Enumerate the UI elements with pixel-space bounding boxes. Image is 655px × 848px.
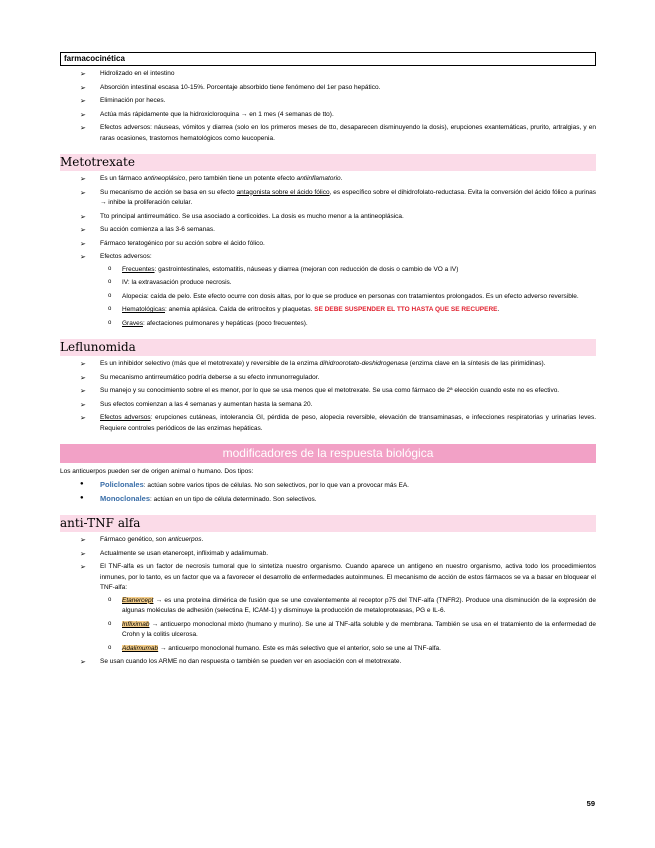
sublist-item: o Hematológicas: anemia aplásica. Caída de eritrocitos y plaquetas. SE DEBE SUSPENDER EL TTO HASTA QUE SE RECUPERE. xyxy=(100,305,596,316)
section-heading-anti-tnf: anti-TNF alfa xyxy=(60,515,596,532)
drugs-sublist xyxy=(100,596,596,655)
leflunomida-list xyxy=(60,359,596,434)
section-heading-leflunomida: Leflunomida xyxy=(60,339,596,356)
anti-tnf-list xyxy=(60,535,596,668)
list-item: ➢ Sus efectos comienzan a las 4 semanas y aumentan hasta la semana 20. xyxy=(60,400,596,411)
antibody-types-list xyxy=(60,479,596,505)
intro-text: Los anticuerpos pueden ser de origen animal o humano. Dos tipos: xyxy=(60,468,254,475)
list-item: ➢ Su acción comienza a las 3-6 semanas. xyxy=(60,225,596,236)
list-item: ➢ Es un inhibidor selectivo (más que el metotrexate) y reversible de la enzima dihidroorotato-deshidrogenasa (enzima clave en la síntesis de las pirimidinas). xyxy=(60,359,596,370)
section-heading-metotrexate: Metotrexate xyxy=(60,154,596,171)
list-item: ➢ Fármaco genético, son anticuerpos. xyxy=(60,535,596,546)
sublist-item: o IV: la extravasación produce necrosis. xyxy=(100,278,596,289)
sublist-item: o Graves: afectaciones pulmonares y hepáticas (poco frecuentes). xyxy=(100,319,596,330)
sublist-item: o Infliximab → anticuerpo monoclonal mixto (humano y murino). Se une al TNF-alfa soluble y de membrana. También se usa en el tratamiento de la enfermedad de Crohn y la colitis ulcerosa. xyxy=(100,620,596,641)
list-item: ➢ El TNF-alfa es un factor de necrosis tumoral que lo sintetiza nuestro organismo. Cuando aparece un antígeno en nuestro organismo, activa todo los procedimientos inmunes, por lo tanto, es un factor que va a favorecer el desarrollo de enfermedades autoinmunes. El mecanismo de acción de estos fármacos se va a basar en bloquear el TNF-alfa: o Etanercept → es una proteína dimérica de fusión que se une covalentemente al receptor p75 del TNF-alfa (TNFR2). Produce una disminución de la expresión de algunas moléculas de adhesión (selectina E, ICAM-1) y disminuye la producción de metaloproteasas, PG e IL-6. o Infliximab → anticuerpo monoclonal mixto (humano y murino). Se une al TNF-alfa soluble y de membrana. También se usa en el tratamiento de la enfermedad de Crohn y la colitis ulcerosa. o Adalimumab → anticuerpo monoclonal humano. Este es más selectivo que el anterior, solo se une al TNF-alfa. xyxy=(60,562,596,654)
list-item: ➢ Absorción intestinal escasa 10-15%. Porcentaje absorbido tiene fenómeno del 1er paso hepático. xyxy=(60,83,596,94)
list-item: ➢ Tto principal antirreumático. Se usa asociado a corticoides. La dosis es mucho menor a la antineoplásica. xyxy=(60,212,596,223)
list-item: ➢ Eliminación por heces. xyxy=(60,96,596,107)
list-item: ➢ Actúa más rápidamente que la hidroxicloroquina → en 1 mes (4 semanas de tto). xyxy=(60,110,596,121)
sublist-item: o Adalimumab → anticuerpo monoclonal humano. Este es más selectivo que el anterior, solo se une al TNF-alfa. xyxy=(100,644,596,655)
page-number: 59 xyxy=(586,799,595,808)
section-heading-farmacocinetica: farmacocinética xyxy=(60,52,596,66)
sublist-item: o Alopecia: caída de pelo. Este efecto ocurre con dosis altas, por lo que se produce en personas con tratamientos prolongados. Es un efecto adverso reversible. xyxy=(100,292,596,303)
list-item: ➢ Hidrolizado en el intestino xyxy=(60,69,596,80)
list-item: ➢ Actualmente se usan etanercept, infliximab y adalimumab. xyxy=(60,549,596,560)
sublist-item: o Frecuentes: gastrointestinales, estomatitis, náuseas y diarrea (mejoran con reducción de dosis o cambio de VO a IV) xyxy=(100,265,596,276)
list-item: ➢ Fármaco teratogénico por su acción sobre el ácido fólico. xyxy=(60,239,596,250)
sublist-item: o Etanercept → es una proteína dimérica de fusión que se une covalentemente al receptor p75 del TNF-alfa (TNFR2). Produce una disminución de la expresión de algunas moléculas de adhesión (selectina E, ICAM-1) y disminuye la producción de metaloproteasas, PG e IL-6. xyxy=(100,596,596,617)
list-item: ➢ Su manejo y su conocimiento sobre el es menor, por lo que se usa menos que el metotrexate. Se usa como fármaco de 2ª elección cuando este no es efectivo. xyxy=(60,386,596,397)
list-item: ● Monoclonales: actúan en un tipo de célula determinado. Son selectivos. xyxy=(60,493,596,505)
list-item: ➢ Su mecanismo de acción se basa en su efecto antagonista sobre el ácido fólico, es específico sobre el dihidrofolato-reductasa. Evita la conversión del ácido fólico a purinas → inhibe la proliferación celular. xyxy=(60,188,596,209)
adverse-effects-sublist xyxy=(100,265,596,330)
list-item: ➢ Su mecanismo antirreumático podría deberse a su efecto inmunorregulador. xyxy=(60,373,596,384)
document-page xyxy=(60,52,596,671)
list-item: ➢ Efectos adversos: o Frecuentes: gastrointestinales, estomatitis, náuseas y diarrea (mejoran con reducción de dosis o cambio de VO a IV) o IV: la extravasación produce necrosis. o Alopecia: caída de pelo. Este efecto ocurre con dosis altas, por lo que se produce en personas con tratamientos prolongados. Es un efecto adverso reversible. o Hematológicas: anemia aplásica. Caída de eritrocitos y plaquetas. SE DEBE SUSPENDER EL TTO HASTA QUE SE RECUPERE. o Graves: afectaciones pulmonares y hepáticas (poco frecuentes). xyxy=(60,252,596,329)
list-item: ➢ Es un fármaco antineoplásico, pero también tiene un potente efecto antiinflamatorio. xyxy=(60,174,596,185)
list-item: ➢ Efectos adversos: erupciones cutáneas, intolerancia GI, pérdida de peso, alopecia reversible, elevación de transaminasas, e infecciones respiratorias y urinarias leves. Requiere controles periódicos de las enzimas hepáticas. xyxy=(60,413,596,434)
list-item: ➢ Se usan cuando los ARME no dan respuesta o también se pueden ver en asociación con el metotrexate. xyxy=(60,657,596,668)
list-item: ● Policlonales: actúan sobre varios tipos de células. No son selectivos, por lo que van a provocar más EA. xyxy=(60,479,596,491)
farmacocinetica-list xyxy=(60,69,596,144)
section-banner-modificadores: modificadores de la respuesta biológica xyxy=(60,444,596,463)
list-item: ➢ Efectos adversos: náuseas, vómitos y diarrea (solo en los primeros meses de tto, desaparecen disminuyendo la dosis), erupciones exantemáticas, prurito, artralgias, y en raras ocasiones, trastornos hematológicos como leucopenia. xyxy=(60,123,596,144)
metotrexate-list xyxy=(60,174,596,329)
